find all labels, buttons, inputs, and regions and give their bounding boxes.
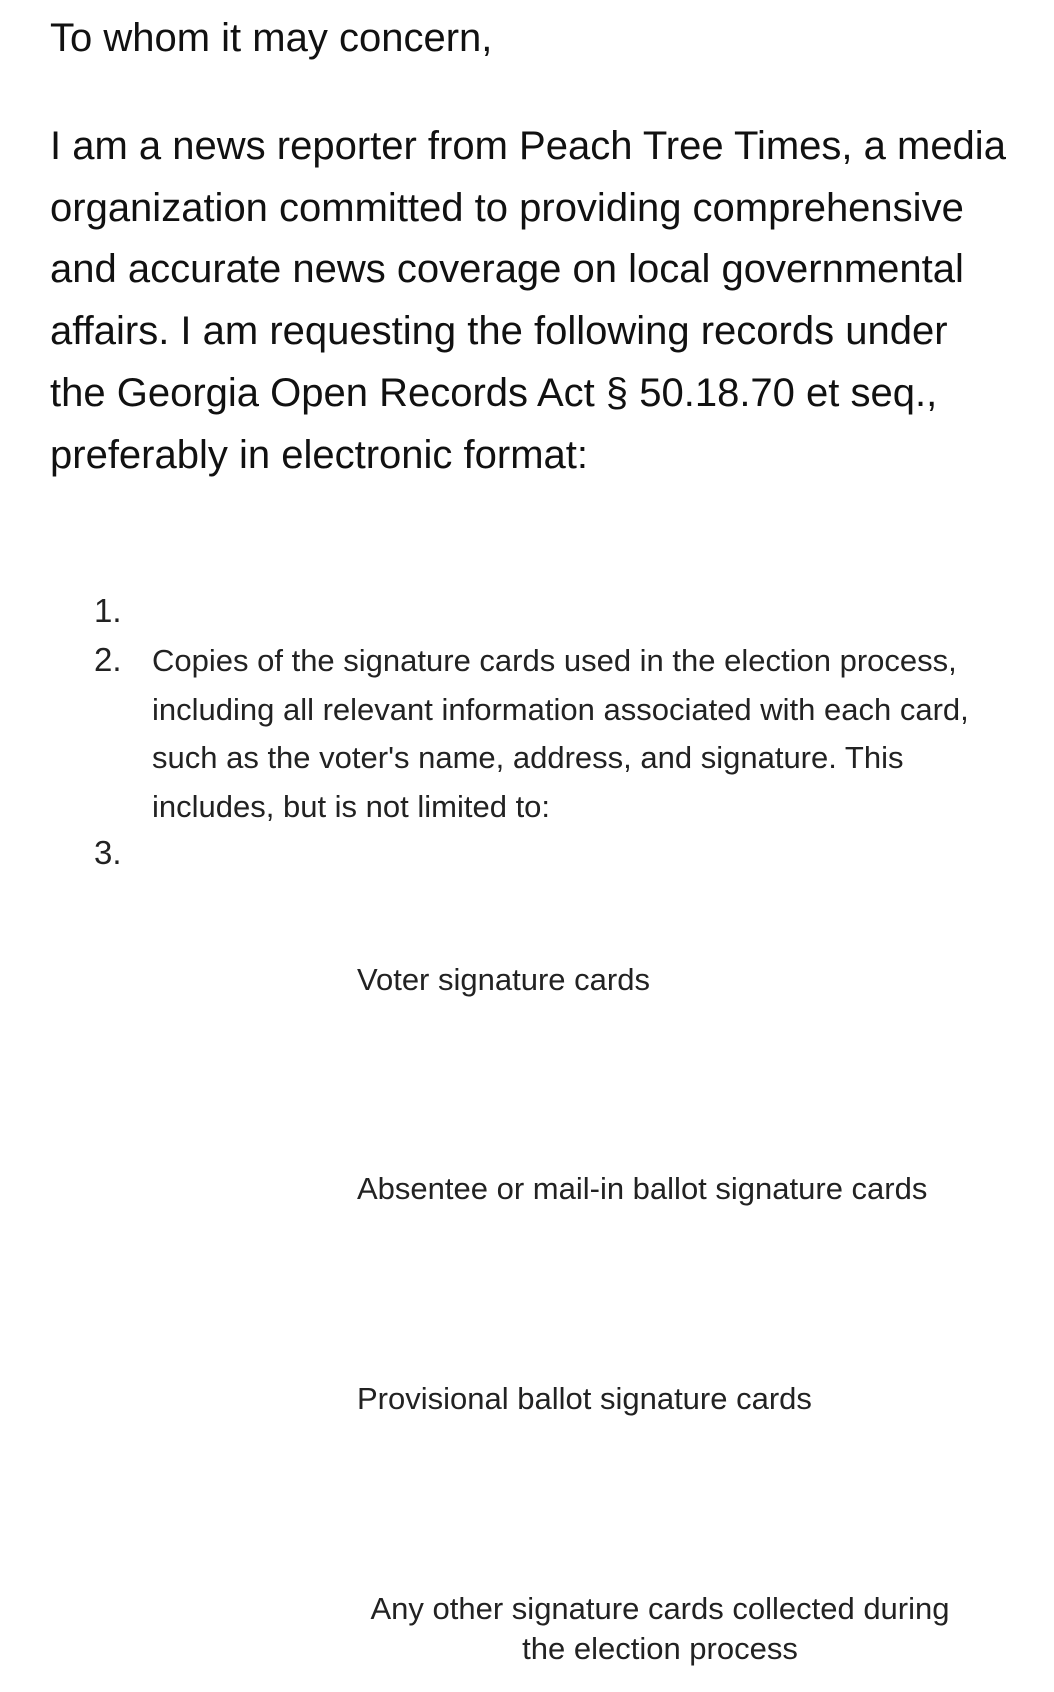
sub-item-voter-signature-cards: Voter signature cards bbox=[357, 962, 650, 997]
list-number-3: 3. bbox=[94, 834, 122, 871]
list-item-2-text: Copies of the signature cards used in the election process, including all relevant information associated with each card, such as the voter's name, address, and signature. This includes, but is not limited to: bbox=[152, 643, 969, 824]
sub-item-provisional-signature-cards: Provisional ballot signature cards bbox=[357, 1381, 812, 1416]
sub-item-other-line-2: the election process bbox=[522, 1631, 798, 1666]
sub-item-other-line-1: Any other signature cards collected during bbox=[370, 1591, 950, 1626]
list-number-1: 1. bbox=[94, 592, 122, 629]
sub-item-other-signature-cards bbox=[320, 1589, 1000, 1669]
request-paragraph: I am a news reporter from Peach Tree Times, a media organization committed to providing comprehensive and accurate news coverage on local governmental affairs. I am requesting the following records under the Georgia Open Records Act § 50.18.70 et seq., preferably in electronic format: bbox=[50, 124, 1006, 477]
greeting: To whom it may concern, bbox=[50, 16, 493, 60]
sub-item-absentee-signature-cards: Absentee or mail-in ballot signature cards bbox=[357, 1171, 928, 1206]
list-number-2: 2. bbox=[94, 641, 122, 678]
